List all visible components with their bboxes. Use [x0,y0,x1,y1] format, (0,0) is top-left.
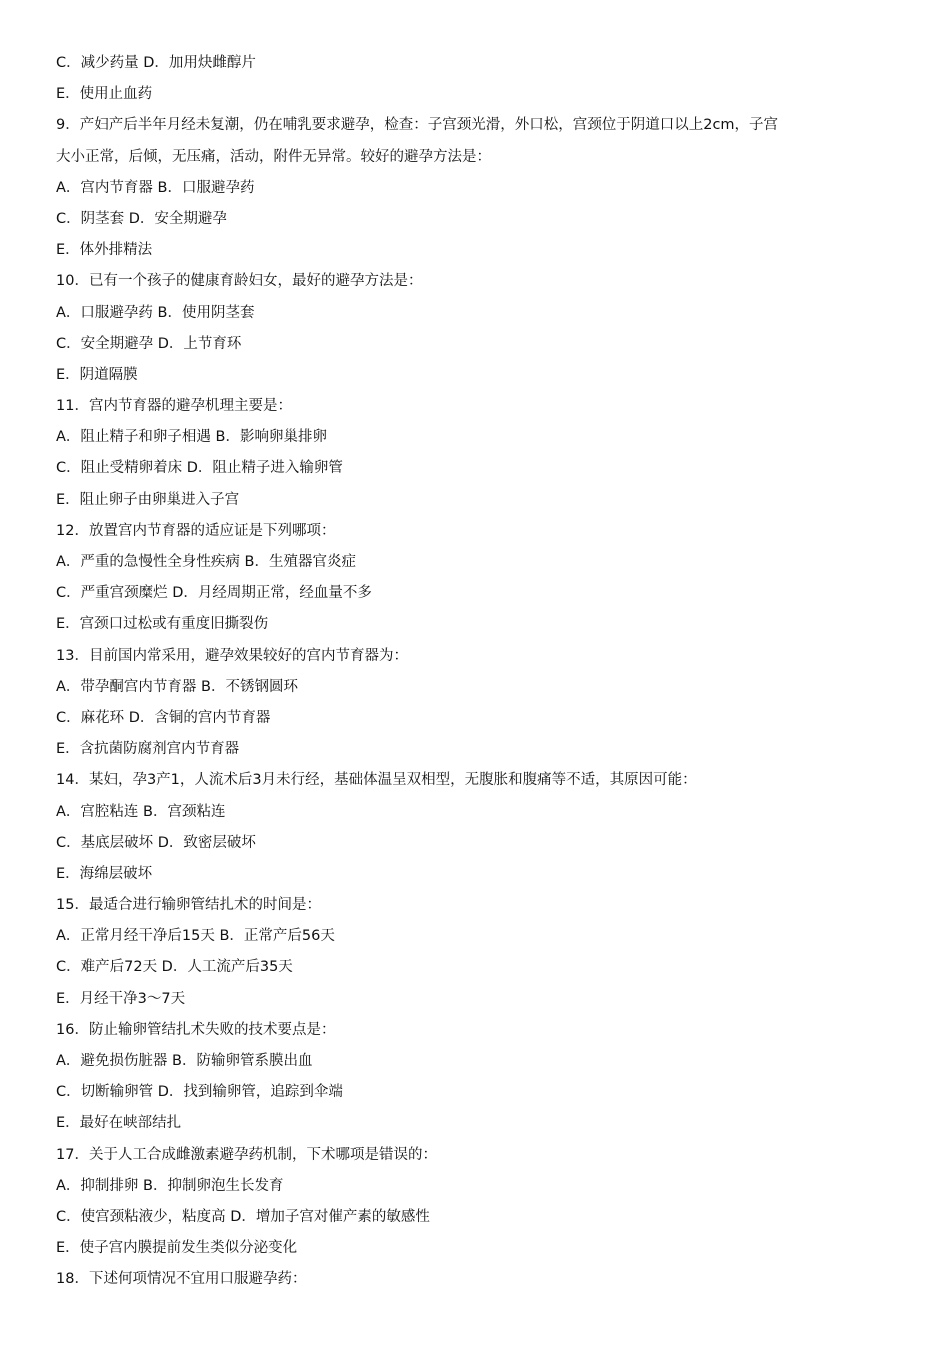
question-18-stem: 18．下述何项情况不宜用口服避孕药： [56,1271,307,1288]
text-line: C．阴茎套 D．安全期避孕 [56,210,227,227]
text-line: C．切断输卵管 D．找到输卵管，追踪到伞端 [56,1084,343,1101]
question-12-stem: 12．放置宫内节育器的适应证是下列哪项： [56,522,336,539]
text-line: A．带孕酮宫内节育器 B．不锈钢圆环 [56,678,298,695]
text-line: E．宫颈口过松或有重度旧撕裂伤 [56,616,269,633]
text-line: E．月经干净3～7天 [56,990,186,1007]
text-line: C．难产后72天 D．人工流产后35天 [56,959,293,976]
text-line: A．严重的急慢性全身性疾病 B．生殖器官炎症 [56,554,356,570]
text-line: A．抑制排卵 B．抑制卵泡生长发育 [56,1177,284,1194]
text-line: E．阴道隔膜 [56,366,138,383]
text-line: E．阻止卵子由卵巢进入子宫 [56,491,240,508]
question-11-stem: 11．宫内节育器的避孕机理主要是： [56,398,292,415]
text-line: E．使子宫内膜提前发生类似分泌变化 [56,1240,298,1257]
question-9-stem-cont: 大小正常，后倾，无压痛，活动，附件无异常。较好的避孕方法是： [56,148,491,165]
question-13-stem: 13．目前国内常采用，避孕效果较好的宫内节育器为： [56,647,408,664]
text-line: C．基底层破坏 D．致密层破坏 [56,834,256,851]
text-line: E．含抗菌防腐剂宫内节育器 [56,741,240,758]
text-line: A．避免损伤脏器 B．防输卵管系膜出血 [56,1053,313,1069]
text-line: E．体外排精法 [56,242,153,259]
question-15-stem: 15．最适合进行输卵管结扎术的时间是： [56,897,321,914]
text-line: E．海绵层破坏 [56,865,153,882]
document-body [56,48,896,1296]
text-line: A．阻止精子和卵子相遇 B．影响卵巢排卵 [56,429,327,446]
text-line: C．安全期避孕 D．上节育环 [56,335,242,352]
question-17-stem: 17．关于人工合成雌激素避孕药机制，下术哪项是错误的： [56,1146,437,1163]
text-line: E．最好在峡部结扎 [56,1115,182,1132]
text-line: A．正常月经干净后15天 B．正常产后56天 [56,928,335,945]
text-line: A．宫腔粘连 B．宫颈粘连 [56,803,226,820]
text-line: C．使宫颈粘液少，粘度高 D．增加子宫对催产素的敏感性 [56,1208,430,1225]
text-line: A．口服避孕药 B．使用阴茎套 [56,304,255,321]
question-9-stem: 9．产妇产后半年月经未复潮，仍在哺乳要求避孕，检查：子宫颈光滑，外口松，宫颈位于阴道口以上2cm，子宫 [56,117,779,134]
question-14-stem: 14．某妇，孕3产1，人流术后3月未行经，基础体温呈双相型，无腹胀和腹痛等不适，其原因可能： [56,772,697,789]
text-line: A．宫内节育器 B．口服避孕药 [56,179,255,196]
question-16-stem: 16．防止输卵管结扎术失败的技术要点是： [56,1021,336,1038]
text-line: C．严重宫颈糜烂 D．月经周期正常，经血量不多 [56,585,372,602]
text-line: C．麻花环 D．含铜的宫内节育器 [56,709,271,726]
text-line: C．减少药量 D．加用炔雌醇片 [56,55,256,71]
text-line: E．使用止血药 [56,86,153,103]
text-line: C．阻止受精卵着床 D．阻止精子进入输卵管 [56,460,343,477]
question-10-stem: 10．已有一个孩子的健康育龄妇女，最好的避孕方法是： [56,273,423,290]
